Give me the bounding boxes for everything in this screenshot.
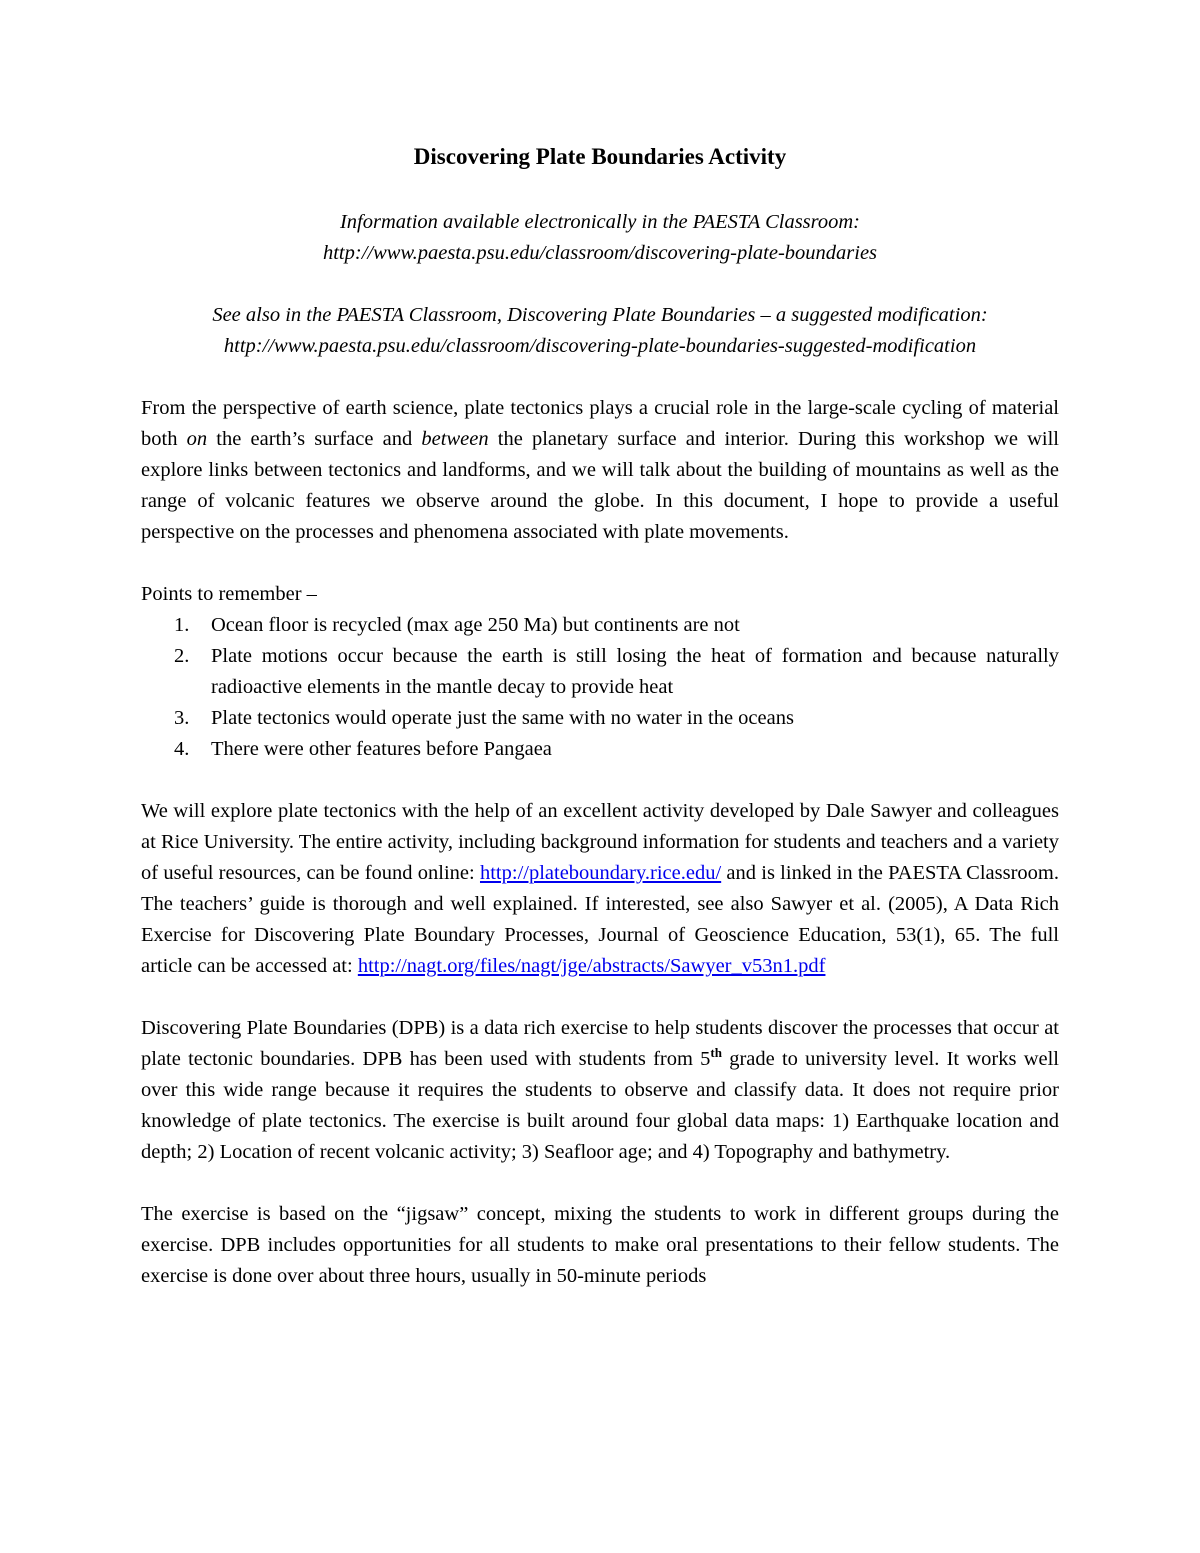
jigsaw-paragraph: The exercise is based on the “jigsaw” concept, mixing the students to work in different groups during the exercise. DPB includes opportunities for all students to make oral presentations to their fellow students. The exercise is done over about three hours, usually in 50-minute periods	[141, 1203, 1059, 1287]
intro-text-3: the planetary surface and interior. During this workshop we will explore links between tectonics and landforms, and we will talk about the building of mountains as well as the range of volcanic features we observe around the globe. In this document, I hope to provide a useful perspective on the processes and phenomena associated with plate movements.	[141, 428, 1060, 543]
classroom-info-text: Information available electronically in the PAESTA Classroom:	[339, 211, 861, 233]
list-item-number: 2.	[174, 645, 190, 667]
list-item-number: 4.	[174, 738, 190, 760]
intro-paragraph	[141, 393, 1059, 548]
intro-emphasis-on: on	[186, 428, 208, 450]
document-page	[141, 141, 1059, 1292]
sawyer-article-link[interactable]: http://nagt.org/files/nagt/jge/abstracts/Sawyer_v53n1.pdf	[357, 955, 826, 977]
list-item	[141, 610, 1059, 641]
dpb-text-2: grade to university level. It works well over this wide range because it requires the students to observe and classify data. It does not require prior knowledge of plate tectonics. The exercise is built around four global data maps: 1) Earthquake location and depth; 2) Location of recent volcanic activity; 3) Seafloor age; and 4) Topography and bathymetry.	[141, 1048, 1059, 1163]
modification-info-text: See also in the PAESTA Classroom, Discovering Plate Boundaries – a suggested modification:	[212, 304, 988, 326]
list-item-text: Plate motions occur because the earth is still losing the heat of formation and because naturally radioactive elements in the mantle decay to provide heat	[211, 645, 1059, 698]
classroom-info-url: http://www.paesta.psu.edu/classroom/discovering-plate-boundaries	[322, 242, 878, 264]
explore-text-2: and is linked in the PAESTA Classroom. The teachers’ guide is thorough and well explained. If interested, see also Sawyer et al. (2005), A Data Rich Exercise for Discovering Plate Boundary Processes, Journal of Geoscience Education, 53(1), 65. The full article can be accessed at:	[141, 862, 1060, 977]
explore-paragraph	[141, 796, 1059, 982]
list-item	[141, 641, 1059, 703]
ordinal-superscript: th	[710, 1045, 722, 1061]
list-item	[141, 703, 1059, 734]
list-item-number: 3.	[174, 707, 190, 729]
modification-info	[141, 300, 1059, 362]
intro-emphasis-between: between	[421, 428, 489, 450]
classroom-info	[141, 207, 1059, 269]
intro-text-2: the earth’s surface and	[207, 428, 422, 450]
modification-info-url: http://www.paesta.psu.edu/classroom/discovering-plate-boundaries-suggested-modification	[223, 335, 977, 357]
dpb-text-1: Discovering Plate Boundaries (DPB) is a data rich exercise to help students discover the processes that occur at plate tectonic boundaries. DPB has been used with students from 5	[141, 1017, 1059, 1070]
plateboundary-link[interactable]: http://plateboundary.rice.edu/	[479, 862, 722, 884]
list-item-number: 1.	[174, 614, 190, 636]
document-title: Discovering Plate Boundaries Activity	[413, 144, 787, 169]
dpb-paragraph	[141, 1013, 1059, 1168]
explore-text-1: We will explore plate tectonics with the help of an excellent activity developed by Dale Sawyer and colleagues at Rice University. The entire activity, including background information for students and teachers and a variety of useful resources, can be found online:	[141, 800, 1059, 884]
list-item-text: There were other features before Pangaea	[211, 738, 552, 760]
list-item	[141, 734, 1059, 765]
points-list	[141, 610, 1059, 765]
list-item-text: Ocean floor is recycled (max age 250 Ma) but continents are not	[211, 614, 740, 636]
points-heading: Points to remember –	[141, 583, 317, 605]
list-item-text: Plate tectonics would operate just the same with no water in the oceans	[211, 707, 794, 729]
intro-text-1: From the perspective of earth science, plate tectonics plays a crucial role in the large-scale cycling of material both	[141, 397, 1059, 450]
